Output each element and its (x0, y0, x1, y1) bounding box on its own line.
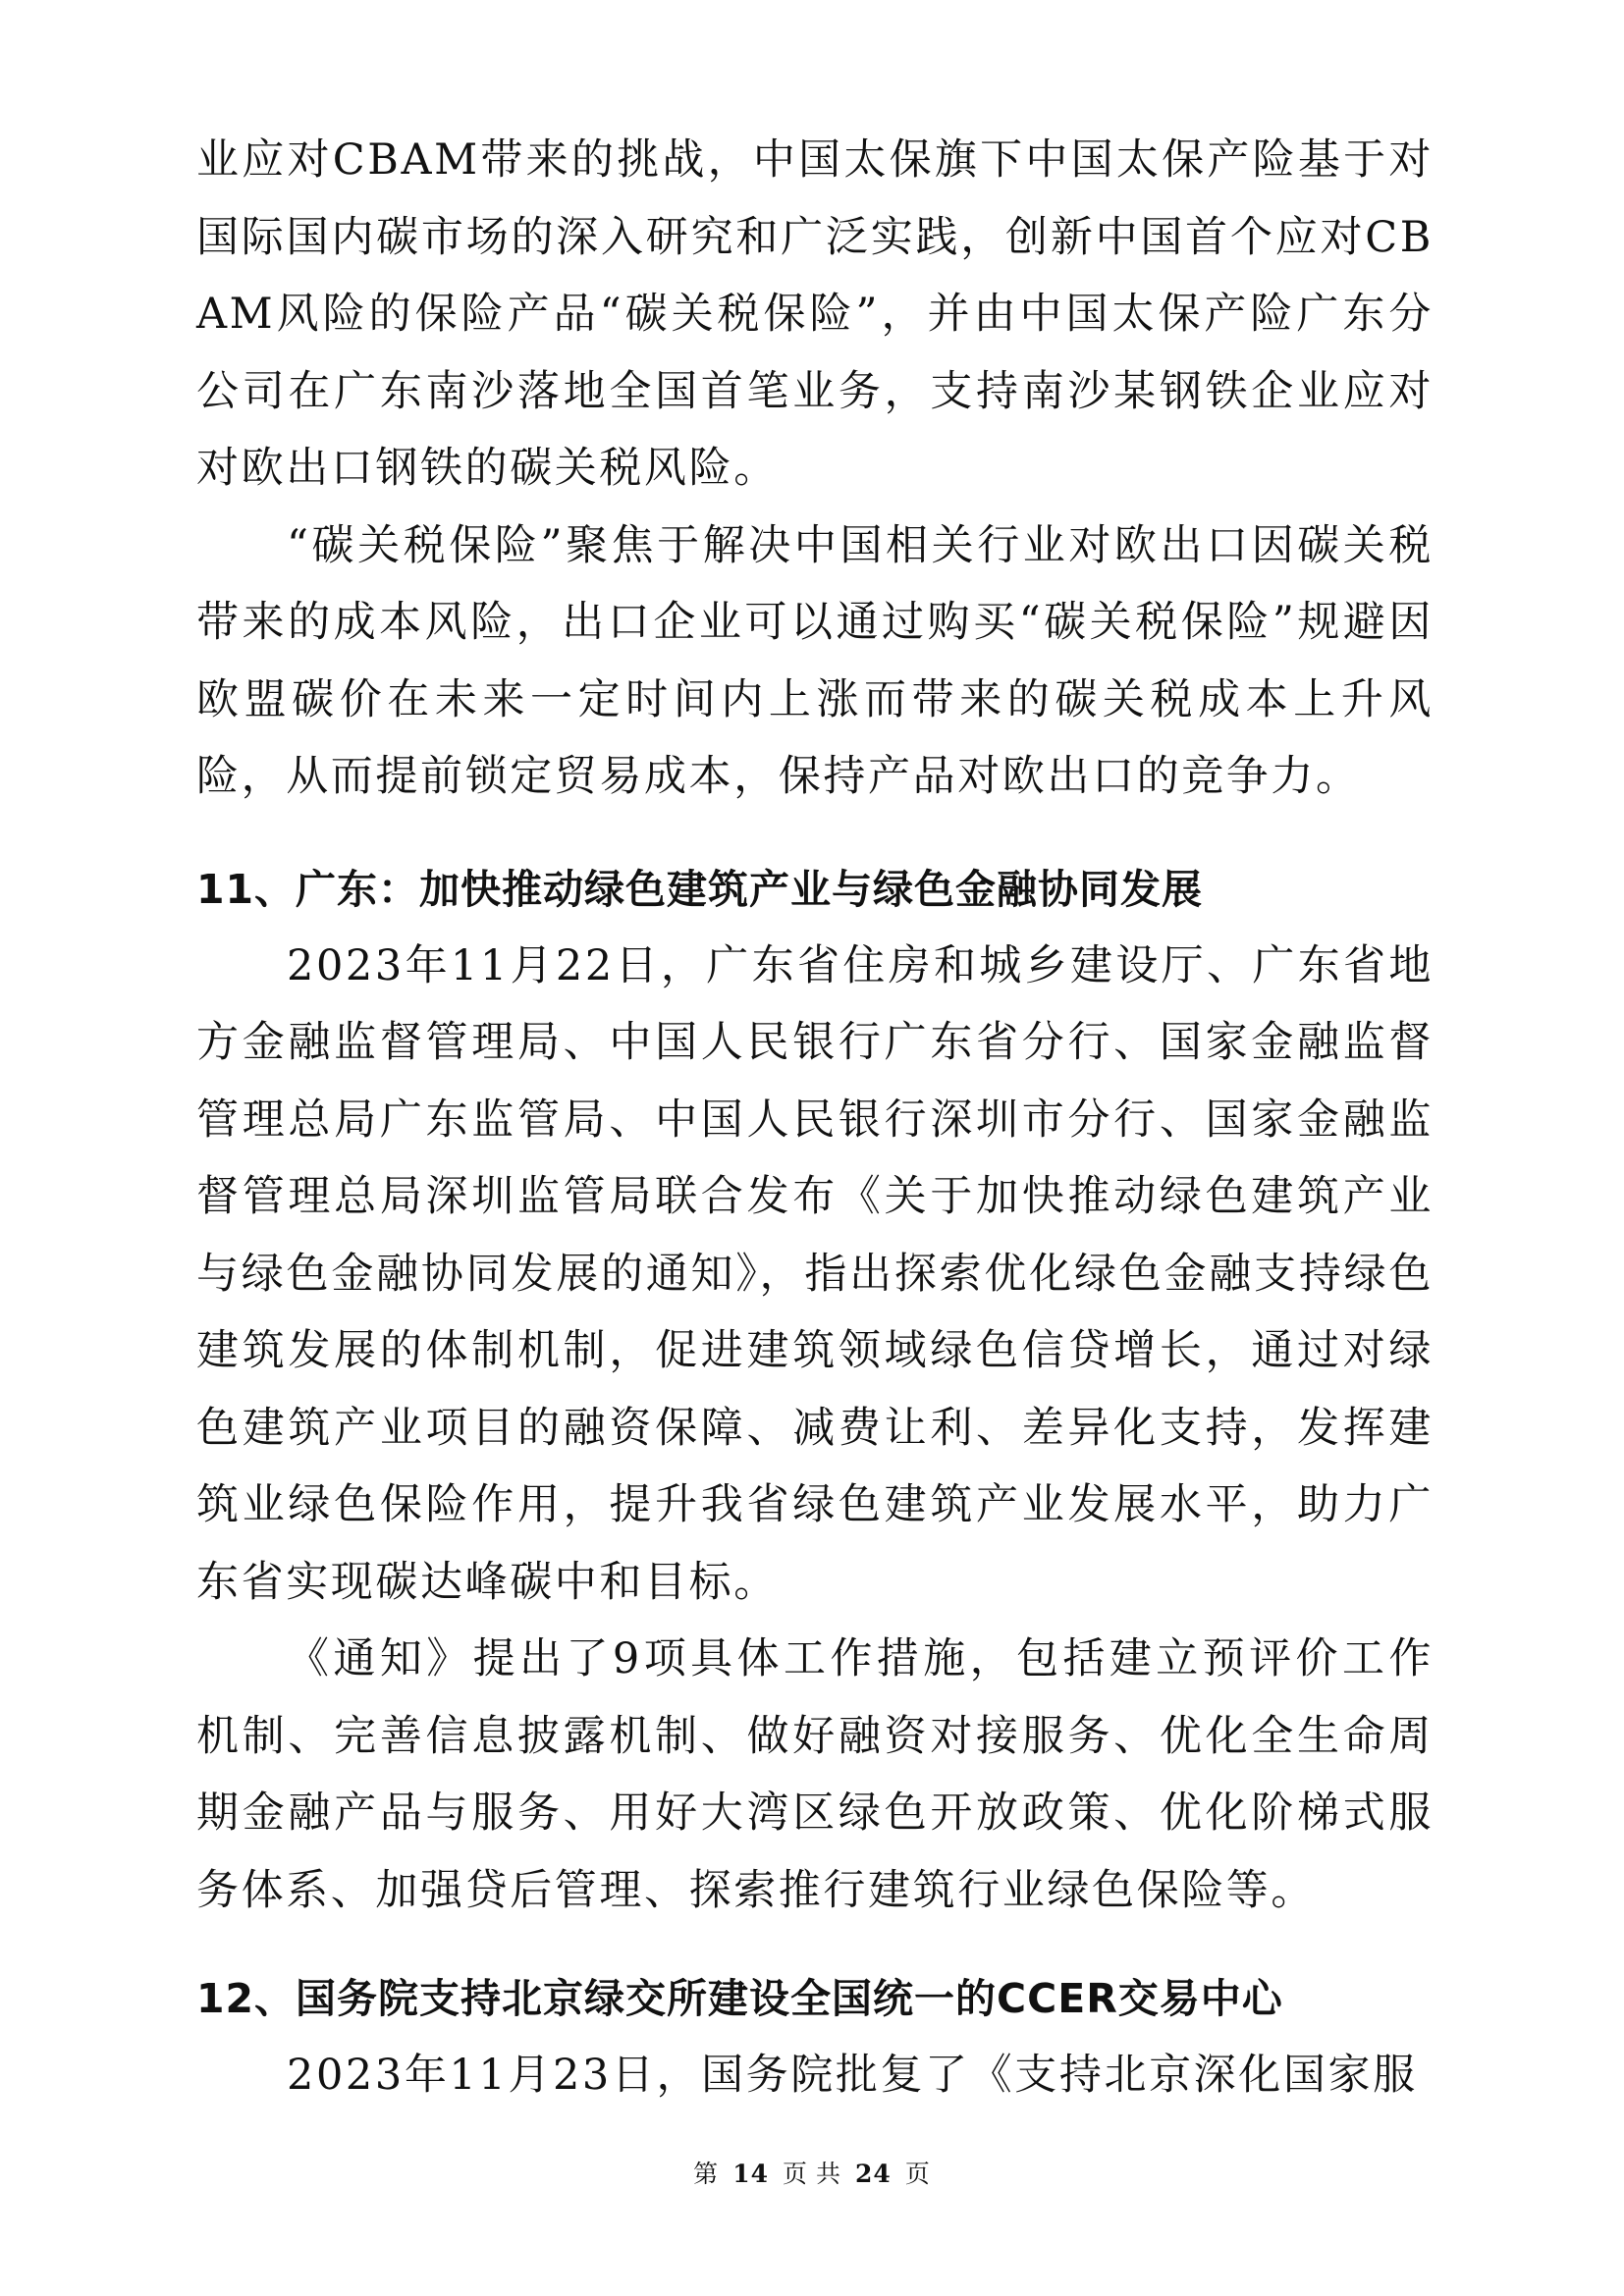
footer-suffix: 页 (904, 2160, 931, 2188)
footer-total-pages: 24 (855, 2160, 892, 2188)
paragraph-cbam-intro: 业应对CBAM带来的挑战，中国太保旗下中国太保产险基于对国际国内碳市场的深入研究和广泛实践，创新中国首个应对CBAM风险的保险产品“碳关税保险”，并由中国太保产险广东分公司在广东南沙落地全国首笔业务，支持南沙某钢铁企业应对对欧出口钢铁的碳关税风险。 (196, 135, 1434, 493)
page-footer (0, 2158, 1624, 2191)
paragraph-guangdong-notice: 2023年11月22日，广东省住房和城乡建设厅、广东省地方金融监督管理局、中国人民银行广东省分行、国家金融监督管理总局广东监管局、中国人民银行深圳市分行、国家金融监督管理总局深圳监管局联合发布《关于加快推动绿色建筑产业与绿色金融协同发展的通知》，指出探索优化绿色金融支持绿色建筑发展的体制机制，促进建筑领域绿色信贷增长，通过对绿色建筑产业项目的融资保障、减费让利、差异化支持，发挥建筑业绿色保险作用，提升我省绿色建筑产业发展水平，助力广东省实现碳达峰碳中和目标。 (196, 940, 1434, 1607)
footer-current-page: 14 (732, 2160, 769, 2188)
paragraph-carbon-tariff-insurance: “碳关税保险”聚焦于解决中国相关行业对欧出口因碳关税带来的成本风险，出口企业可以通过购买“碳关税保险”规避因欧盟碳价在未来一定时间内上涨而带来的碳关税成本上升风险，从而提前锁定贸易成本，保持产品对欧出口的竞争力。 (196, 520, 1434, 801)
paragraph-state-council: 2023年11月23日，国务院批复了《支持北京深化国家服 (287, 2051, 1418, 2100)
section-heading-12: 12、国务院支持北京绿交所建设全国统一的CCER交易中心 (196, 1975, 1283, 2022)
section-spacer (196, 816, 1434, 851)
footer-middle2: 共 (816, 2160, 842, 2188)
section-heading-11: 11、广东：加快推动绿色建筑产业与绿色金融协同发展 (196, 865, 1204, 913)
footer-prefix: 第 (693, 2160, 720, 2188)
page-content (196, 122, 1434, 2114)
section-spacer (196, 1929, 1434, 1960)
paragraph-nine-measures: 《通知》提出了9项具体工作措施，包括建立预评价工作机制、完善信息披露机制、做好融资对接服务、优化全生命周期金融产品与服务、用好大湾区绿色开放政策、优化阶梯式服务体系、加强贷后管理、探索推行建筑行业绿色保险等。 (196, 1634, 1434, 1915)
footer-middle1: 页 (782, 2160, 808, 2188)
